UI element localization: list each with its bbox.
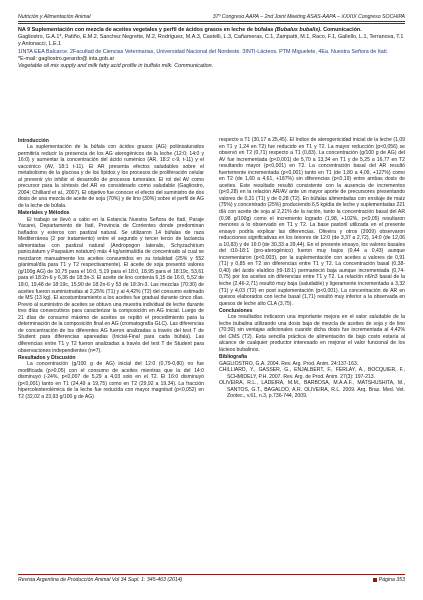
reference-item: GAGLIOSTRO, G.A. 2004. Rev. Arg. Prod. Anim. 24:137-163. bbox=[219, 360, 359, 367]
methods-paragraph: El trabajo se llevó a cabo en la Estancia Nuestra Señora de Itatí, Paraje Yacarei, Departamento de Itatí, Provincia de Corrientes donde predominan bañados y esteros con pastizal natural. Se utilizaron 14 búfalas de raza Mediterránea (2 por tratamiento) entre el segundo y tercer tercio de lactancia alimentadas con pastizal natural (Andropogon lateralis, Schyzachirium paniculatum y Paspalum notatum) más 4 kg/animal/día de concentrado al cual se mezclaron manualmente los aceites consumidos en su totalidad (25% y 552 g/animal/día para T1 y T2 respectivamente). El aceite de soja presentó valores (g/100g AG) de 10,75 para el 16:0, 5,19 para el 18:0, 18,95 para el 18:19c, 53,61 para el 18:2n-6 y 6,36 de 18:3n-3. El aceite de lino contenía 6,15 de 16:0, 5,52 de 18:0, 19,48 de 18:19c, 15,90 de 18:2n-6 y 53 de 18:3n-3. Las mezclas (70:30) de aceites fueron suministradas al 2,25% (T1) y al 4,42% (T2) del consumo estimado de MS (13 kg). El acostumbramiento a los aceites fue gradual durante cinco días. Previo al suministro de aceites se obtuvo una muestra individual de leche durante tres días consecutivos para caracterizar la composición en AG inicial. Luego de 21 días de consumo máximo de aceites se repitió el procedimiento para la determinación de la composición final en AG (cromatografía GLC). Las diferencias de concentración de los diferentes AG fueron analizadas a través del test T de Student para diferencias apareadas (Inicial-Final para cada búfala). Las diferencias entre T1 y T2 fueron analizadas a través del test T de Student para observaciones independientes (n=7). bbox=[18, 216, 204, 354]
author-list: Gagliostro, G.A.1*, Patiño, E.M.2, Sanchez Negrette, M.2, Rodríguez, M.A.3, Castelli, L.3, Cañameras, C.1, Zampatti, M.1, Raco, F.1, Gallello, L.1, Terranova, T.1 y Antonacci, L.E.1 bbox=[18, 34, 404, 48]
journal-citation: Revista Argentina de Producción Animal Vol 34 Supl. 1: 345-463 (2014) bbox=[18, 577, 183, 583]
results-paragraph: La concentración (g/100 g de AG) inicial del 12:0 (0,79-0,80) no fue modificada (p>0,05) con el consumo de aceites mientras que la del 14:0 disminuyó (-24%, p<0,007 de 5,29 a 4,03 solo en el T2. El 16:0 disminuyó (p<0,001) tanto en T1 (24,49 a 19,75) como en T2 (29,92 a 19,34). La fracción hipercolesterolémica de la leche fue reducida con mayor magnitud (p<0,052) en T2 (32,02 a 23,93 g/100 g de AG) bbox=[18, 361, 204, 400]
header-rule bbox=[18, 21, 405, 22]
page-marker-icon bbox=[373, 578, 377, 582]
footer-rule bbox=[18, 574, 405, 575]
affiliations: 1INTA EEA Balcarce. 2Facultad de Ciencias Veterinarias, Universidad Nacional del Nordeste. 3INTI-Lácteos. PTM Miguelete, 4Ea. Nuestra Señora de Itatí. bbox=[18, 48, 389, 55]
running-footer bbox=[18, 577, 405, 583]
results-heading: Resultados y Discusión bbox=[18, 354, 76, 361]
bibliography-heading: Bibliografía bbox=[219, 354, 248, 361]
running-header bbox=[18, 9, 405, 20]
reference-item: OLIVEIRA, R.L., LADEIRA, M.M., BARBOSA, M.A.A.F., MATSHUSHITA, M., SANTOS, G.T., BAGALDO, A.R. OLIVEIRA, R.L. 2009. Arq. Bras. Med. Vet. Zootec., v.61, n.3, p.736-744, 2009. bbox=[219, 380, 405, 400]
left-column bbox=[18, 137, 204, 400]
header-rule-thin bbox=[18, 23, 405, 24]
conclusions-heading: Conclusiones bbox=[219, 307, 253, 314]
page-number-label: Página 353 bbox=[378, 577, 405, 583]
conclusions-paragraph: Los resultados indicaron una importante mejora en el valor saludable de la leche bubalina utilizando una dosis baja de mezcla de aceites de soja y de lino (70:30) sin ventajas adicionales cuando dicha dosis fue incrementada al 4,42% del CMS (T2). Esta sencilla práctica de alimentación de bajo costo estaría al alcance de cualquier productor interesado en mejorar el valor funcional de los lácteos bubalinos. bbox=[219, 314, 405, 353]
results-continued: respecto a T1 (30,17 a 25,45). El índice de aterogenicidad inicial de la leche (1,09 en T1 y 1,24 en T2) fue reducido en T1 y T2. La mayor reducción (p<0,056) se observó en T2 (0,71) respecto a T1 (0,83). La concentración (g/100 g de AG) del AV fue incrementada (p<0,001) de 5,70 a 13,34 en T1 y de 5,25 a 16,77 en T2 resultando mayor (p<0,001) en T2. La concentración basal del AR resultó fuertemente incrementada (p<0,001) tanto en T1 (de 1,80 a 4,09, +127%) como en T2 (de 1,60 a 4,61, +187%) sin diferencias (p<0,19) entre ambas dosis de aceites. Este resultado resultó consistente con la ausencia de incrementos (p<0,28) en la relación AR/AV ante un mayor aporte de precursores presentando valores de 0,31 (T1) y de 0,28 (T2). En búfalas alimentadas con ensilaje de maíz (75%) y concentrado (25%) produciendo 6,5 kg/día de leche y suplementadas 221 díá con aceite de soja al 2,21% de la ración, tanto la concentración basal del AR (0,98 g/100g) como el incremento logrado (1,98, +102%, p<0,05) resultaron menores a lo observado en T1 y T2. La base pastoril utilizada en el presente ensayo podría explicar las diferencias. Oliveira y otros (2009) observaron reducciones significativas en los tenores de 12:0 (de 3,37 a 2,72), 14:0 (de 12,06 a 10,83) y de 16:0 (de 30,33 a 29,44). En el presente ensayo, los valores basales del t10-18:1 (pro-aterogénico) fueron muy bajos (0,44 a 0,43) aunque incrementaron (p<0,003), por la suplementación con aceites a valores de 0,91 (T1) y 0,85 en T2 sin diferencias entre T1 y T2. La concentración basal (0,38-0,40) del ácido elaídico (t9-18:1) permaneció baja aunque incrementada (0,74-0,75) por los aceites sin diferencias entre T1 y T2. La relación n6/n3 basal de la leche (2,46-2,71) resultó muy baja (saludable) y ligeramente incrementada a 3,32 (T1) y 4,03 (T2) en post suplementación (p<0,001). La concentración de AR en quesos elaborados con leche basal (1,71) resultó muy inferior a la observada en quesos de leche alto CLA (3,75). bbox=[219, 137, 405, 307]
english-title: Vegetable oil mix supply and milk fatty acid profile in buffalo milk. Communication. bbox=[18, 63, 214, 70]
article-heading bbox=[18, 27, 405, 70]
page-number bbox=[373, 577, 405, 583]
intro-heading: Introducción bbox=[18, 137, 49, 144]
contact-email: *E-mail: gagliostro.gerardo@ inta.gob.ar bbox=[18, 55, 115, 62]
intro-paragraph: La suplementación de la búfala con ácidos grasos (AG) poliinsaturados permitiría reducir la presencia de los AG aterogénicos de la leche (12:0; 14:0 y 16:0) y aumentar la concentración del ácido ruménico (AR, 18:2 c-9, t-11) y el vaccénico (AV, 18:1 t-11). El AR presenta efectos saludables sobre el metabolismo de la glucosa y de los lípidos y los procesos de proliferación celular al prevenir y/o inhibir el desarrollo de procesos tumorales. El rol del AV como precursor para la síntesis del AR es considerado como saludable (Gagliostro, 2004; Chilliard et al., 2007). El objetivo fue conocer el efecto del suministro de dos dosis de una mezcla de aceite de soja (70%) y de lino (30%) sobre el perfil de AG de la leche de búfala. bbox=[18, 144, 204, 209]
header-congress: 37º Congreso AAPA – 2nd Joint Meeting ASAS-AAPA – XXXIX Congreso SOCHIPA bbox=[212, 14, 405, 20]
methods-heading: Materiales y Métodos bbox=[18, 210, 70, 217]
species-name: (Bubalus bubalis) bbox=[274, 27, 321, 33]
right-column bbox=[219, 137, 405, 400]
article-title: NA 9 Suplementación con mezcla de aceites vegetales y perfil de ácidos grasos en leche de búfalas (Bubalus bubalis). Comunicación. bbox=[18, 27, 362, 33]
header-section: Nutrición y Alimentación Animal bbox=[18, 14, 91, 20]
reference-item: CHILLIARD, Y., GASSER, G., ENJALBERT, F., FERLAY, A., BOCQUIER, F., SCHMIDELY, P.H. 2007. Rev. Arg. de Prod. Anim. 27(3): 197-213. bbox=[219, 367, 405, 380]
